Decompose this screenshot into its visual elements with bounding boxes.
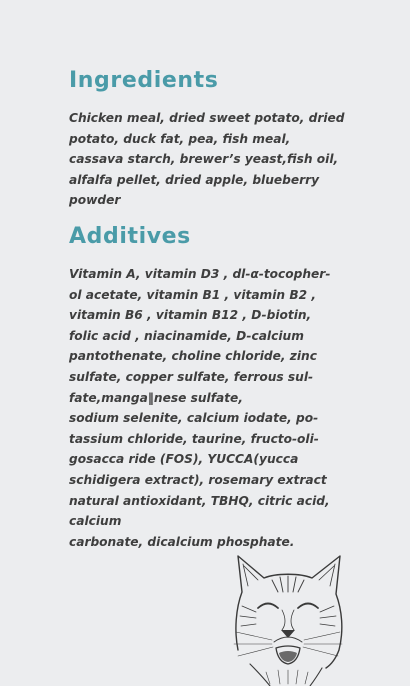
smiling-cat-icon [226, 552, 350, 686]
ingredients-line: cassava starch, brewer’s yeast,fish oil, [69, 152, 339, 167]
additives-line: sulfate, copper sulfate, ferrous sul- [69, 369, 314, 384]
ingredients-text [69, 108, 349, 211]
additives-text [69, 264, 349, 552]
additives-line: tassium chloride, taurine, fructo-oli- [69, 431, 319, 446]
ingredients-heading: Ingredients [69, 68, 219, 93]
additives-line: folic acid , niacinamide, D-calcium [69, 328, 304, 343]
ingredients-line: powder [69, 193, 121, 208]
additives-line: Vitamin A, vitamin D3 , dl-α-tocopher- [69, 267, 331, 281]
ingredients-line: potato, duck fat, pea, fish meal, [69, 131, 291, 146]
additives-line: natural antioxidant, TBHQ, citric acid, [69, 493, 330, 508]
additives-line: schidigera extract), rosemary extract [69, 472, 327, 487]
additives-line: pantothenate, choline chloride, zinc [69, 349, 317, 364]
additives-line: gosacca ride (FOS), YUCCA(yucca [69, 452, 299, 467]
additives-line: fate,manga‖nese sulfate, [69, 390, 243, 405]
additives-line: ol acetate, vitamin B1 , vitamin B2 , [69, 287, 316, 302]
additives-line: sodium selenite, calcium iodate, po- [69, 411, 319, 426]
ingredients-line: alfalfa pellet, dried apple, blueberry [69, 172, 320, 187]
ingredients-line: Chicken meal, dried sweet potato, dried [69, 111, 345, 125]
additives-line: vitamin B6 , vitamin B12 , D-biotin, [69, 308, 312, 323]
additives-line: calcium [69, 514, 122, 529]
additives-line: carbonate, dicalcium phosphate. [69, 534, 295, 549]
additives-heading: Additives [69, 224, 191, 249]
